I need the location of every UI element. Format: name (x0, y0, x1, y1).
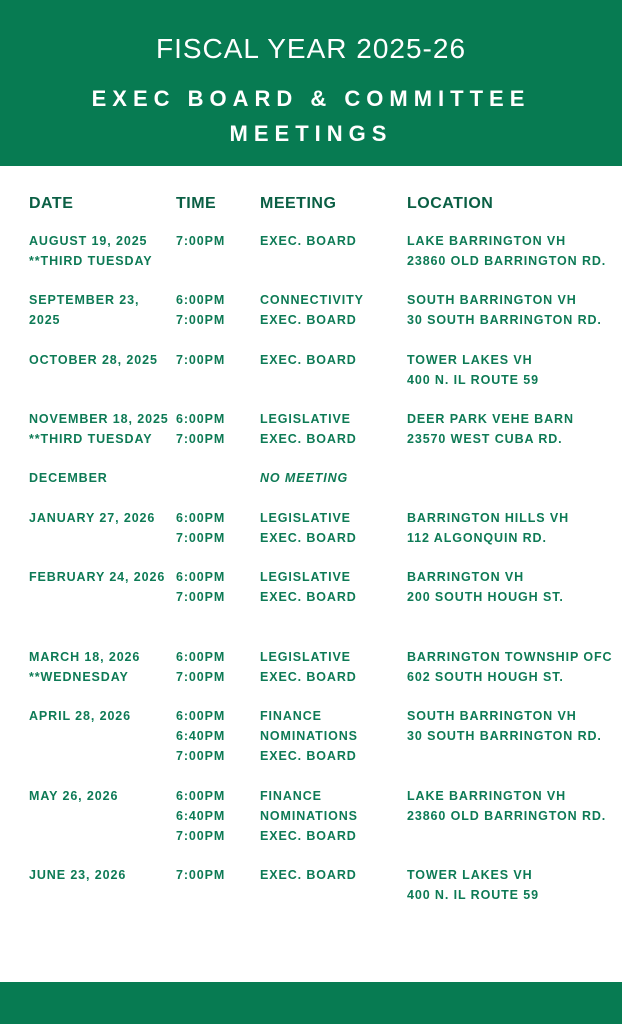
date-cell-line: **THIRD TUESDAY (29, 254, 153, 268)
location-cell-line: 400 N. IL ROUTE 59 (407, 373, 539, 387)
date-cell (29, 409, 169, 449)
location-cell (407, 647, 612, 687)
meeting-cell-line: EXEC. BOARD (260, 829, 357, 843)
location-cell-line: 30 SOUTH BARRINGTON RD. (407, 313, 602, 327)
location-cell (407, 865, 539, 905)
meeting-cell-line: LEGISLATIVE (260, 412, 351, 426)
column-header-date: DATE (29, 195, 74, 212)
date-cell-line: JUNE 23, 2026 (29, 868, 127, 882)
date-cell (29, 350, 158, 370)
time-cell-line: 6:00PM (176, 650, 226, 664)
date-cell (29, 468, 108, 488)
location-cell-line: 30 SOUTH BARRINGTON RD. (407, 729, 602, 743)
date-cell (29, 290, 139, 330)
meeting-cell-line: CONNECTIVITY (260, 293, 364, 307)
location-cell-line: BARRINGTON TOWNSHIP OFC (407, 650, 613, 664)
meeting-cell (260, 231, 357, 251)
footer-bar (0, 982, 622, 1024)
time-cell-line: 7:00PM (176, 590, 226, 604)
time-cell-line: 6:40PM (176, 809, 226, 823)
date-cell-line: JANUARY 27, 2026 (29, 511, 156, 525)
location-cell-line: BARRINGTON HILLS VH (407, 511, 570, 525)
location-cell-line: TOWER LAKES VH (407, 868, 533, 882)
time-cell-line: 6:00PM (176, 789, 226, 803)
location-cell-line: 23570 WEST CUBA RD. (407, 432, 563, 446)
location-cell (407, 567, 564, 607)
time-cell-line: 7:00PM (176, 353, 226, 367)
location-cell (407, 350, 539, 390)
meeting-cell-line: LEGISLATIVE (260, 650, 351, 664)
date-cell-line: DECEMBER (29, 471, 108, 485)
meeting-cell-line: NOMINATIONS (260, 809, 358, 823)
location-cell-line: TOWER LAKES VH (407, 353, 533, 367)
date-cell (29, 786, 118, 806)
meeting-cell (260, 350, 357, 370)
meeting-cell-line: EXEC. BOARD (260, 432, 357, 446)
column-header-location: LOCATION (407, 195, 494, 212)
time-cell-line: 7:00PM (176, 234, 226, 248)
location-cell (407, 508, 569, 548)
time-cell (176, 231, 225, 251)
location-cell-line: 112 ALGONQUIN RD. (407, 531, 547, 545)
location-cell-line: LAKE BARRINGTON VH (407, 789, 567, 803)
meeting-cell-line: EXEC. BOARD (260, 590, 357, 604)
meeting-cell-line: NO MEETING (260, 471, 349, 485)
date-cell (29, 706, 131, 726)
time-cell (176, 786, 225, 846)
location-cell-line: SOUTH BARRINGTON VH (407, 709, 577, 723)
date-cell-line: AUGUST 19, 2025 (29, 234, 148, 248)
meeting-cell-line: LEGISLATIVE (260, 570, 351, 584)
meeting-cell-line: FINANCE (260, 709, 322, 723)
location-cell-line: DEER PARK VEHE BARN (407, 412, 574, 426)
location-cell-line: 200 SOUTH HOUGH ST. (407, 590, 564, 604)
column-header-meeting: MEETING (260, 195, 337, 212)
date-cell-line: APRIL 28, 2026 (29, 709, 132, 723)
time-cell (176, 706, 225, 766)
date-cell (29, 647, 140, 687)
time-cell (176, 350, 225, 370)
location-cell-line: SOUTH BARRINGTON VH (407, 293, 577, 307)
time-cell (176, 508, 225, 548)
date-cell-line: OCTOBER 28, 2025 (29, 353, 158, 367)
location-cell-line: 23860 OLD BARRINGTON RD. (407, 254, 607, 268)
meeting-cell (260, 786, 358, 846)
date-cell (29, 508, 155, 528)
location-cell-line: 400 N. IL ROUTE 59 (407, 888, 539, 902)
meeting-cell-line: NOMINATIONS (260, 729, 358, 743)
date-cell-line: MARCH 18, 2026 (29, 650, 141, 664)
date-cell (29, 567, 165, 587)
meeting-cell-line: EXEC. BOARD (260, 868, 357, 882)
location-cell-line: BARRINGTON VH (407, 570, 525, 584)
time-cell-line: 6:00PM (176, 293, 226, 307)
page-title-line-1: EXEC BOARD & COMMITTEE (91, 86, 531, 111)
location-cell-line: 23860 OLD BARRINGTON RD. (407, 809, 607, 823)
meeting-cell-line: EXEC. BOARD (260, 234, 357, 248)
location-cell (407, 231, 606, 271)
time-cell-line: 6:00PM (176, 412, 226, 426)
page-title-line-2: MEETINGS (229, 121, 393, 146)
meeting-cell-line: EXEC. BOARD (260, 313, 357, 327)
location-cell-line: LAKE BARRINGTON VH (407, 234, 567, 248)
date-cell-line: FEBRUARY 24, 2026 (29, 570, 166, 584)
time-cell-line: 7:00PM (176, 313, 226, 327)
meeting-cell-line: FINANCE (260, 789, 322, 803)
location-cell (407, 706, 602, 746)
time-cell-line: 6:40PM (176, 729, 226, 743)
date-cell-line: NOVEMBER 18, 2025 (29, 412, 169, 426)
date-cell-line: SEPTEMBER 23, (29, 293, 140, 307)
meeting-cell (260, 409, 357, 449)
date-cell-line: 2025 (29, 313, 61, 327)
date-cell (29, 865, 126, 885)
meeting-cell (260, 567, 357, 607)
time-cell (176, 567, 225, 607)
meeting-cell-line: EXEC. BOARD (260, 749, 357, 763)
location-cell (407, 786, 606, 826)
time-cell-line: 7:00PM (176, 829, 226, 843)
time-cell-line: 7:00PM (176, 749, 226, 763)
meeting-cell (260, 647, 357, 687)
column-header-time: TIME (176, 195, 217, 212)
location-cell-line: 602 SOUTH HOUGH ST. (407, 670, 564, 684)
time-cell-line: 7:00PM (176, 868, 226, 882)
header-banner (0, 0, 622, 166)
date-cell (29, 231, 152, 271)
meeting-cell (260, 508, 357, 548)
time-cell (176, 290, 225, 330)
meeting-cell-line: EXEC. BOARD (260, 670, 357, 684)
date-cell-line: **THIRD TUESDAY (29, 432, 153, 446)
meeting-cell (260, 468, 348, 488)
time-cell-line: 6:00PM (176, 570, 226, 584)
meeting-cell (260, 706, 358, 766)
date-cell-line: MAY 26, 2026 (29, 789, 119, 803)
meeting-cell-line: LEGISLATIVE (260, 511, 351, 525)
location-cell (407, 290, 602, 330)
time-cell-line: 6:00PM (176, 709, 226, 723)
meeting-cell (260, 290, 364, 330)
fiscal-year-heading: FISCAL YEAR 2025-26 (155, 33, 467, 64)
time-cell (176, 409, 225, 449)
time-cell-line: 6:00PM (176, 511, 226, 525)
time-cell-line: 7:00PM (176, 531, 226, 545)
time-cell-line: 7:00PM (176, 670, 226, 684)
time-cell (176, 865, 225, 885)
date-cell-line: **WEDNESDAY (29, 670, 129, 684)
meeting-cell (260, 865, 357, 885)
time-cell (176, 647, 225, 687)
location-cell (407, 409, 574, 449)
time-cell-line: 7:00PM (176, 432, 226, 446)
meeting-cell-line: EXEC. BOARD (260, 531, 357, 545)
meeting-cell-line: EXEC. BOARD (260, 353, 357, 367)
